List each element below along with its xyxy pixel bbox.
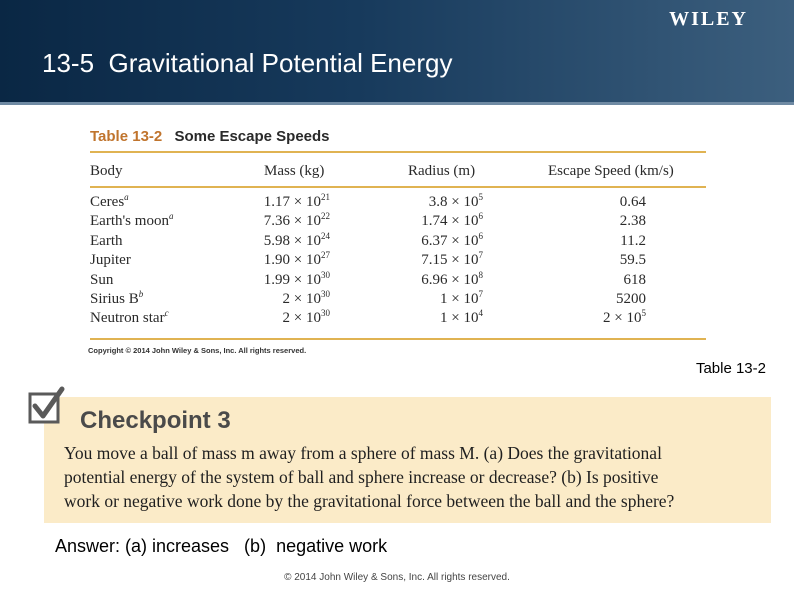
- table-row: [84, 269, 710, 291]
- column-header-escape-speed: Escape Speed (km/s): [548, 163, 674, 179]
- cell-radius-superscript: 8: [478, 269, 483, 280]
- cell-escape-speed: 11.2: [620, 232, 646, 249]
- cell-radius: $1.74 \times 10^6$: [421, 211, 483, 230]
- cell-escape-speed: 0.64: [619, 194, 646, 210]
- cell-mass: $1.17 \times 10^{21}$: [263, 192, 330, 210]
- cell-body: Earth: [90, 232, 123, 249]
- cell-mass: $7.36 \times 10^{22}$: [263, 211, 330, 230]
- cell-escape-speed: 618: [623, 271, 646, 288]
- table-title: Some Escape Speeds: [174, 128, 330, 145]
- checkpoint-line: work or negative work done by the gravitational force between the ball and the sphere?: [64, 491, 675, 511]
- table-top-rule: [90, 151, 706, 153]
- cell-radius-superscript: 4: [478, 308, 483, 319]
- cell-escape-speed: 59.5: [619, 252, 646, 269]
- cell-mass-superscript: 30: [321, 269, 330, 280]
- cell-body: Sun: [90, 271, 114, 288]
- wiley-logo: WILEY: [669, 8, 748, 30]
- cell-radius-superscript: 6: [478, 211, 483, 222]
- cell-mass-superscript: 22: [321, 211, 330, 222]
- answer-text: Answer: (a) increases (b) negative work: [55, 536, 388, 556]
- cell-body: Neutron star$^c$: [90, 308, 169, 327]
- cell-mass: $1.90 \times 10^{27}$: [263, 250, 330, 269]
- column-header-body: Body: [90, 163, 123, 179]
- escape-speed-table: [84, 120, 710, 360]
- table-row: [84, 310, 710, 329]
- cell-body-superscript: c: [164, 308, 169, 319]
- cell-mass-superscript: 30: [321, 288, 330, 299]
- cell-radius: $3.8 \times 10^5$: [428, 192, 483, 210]
- table-body: [84, 194, 710, 330]
- cell-mass-superscript: 30: [321, 308, 330, 319]
- column-header-mass: Mass (kg): [264, 163, 325, 179]
- checkmark-box-icon: [26, 386, 66, 426]
- table-header-rule: [90, 186, 706, 188]
- table-row: [84, 194, 710, 213]
- cell-body-superscript: a: [124, 192, 129, 202]
- table-row: [84, 230, 710, 252]
- slide-header: [0, 0, 794, 105]
- table-row: [84, 288, 710, 310]
- cell-mass: $5.98 \times 10^{24}$: [263, 230, 330, 249]
- cell-radius: $1 \times 10^7$: [440, 288, 483, 307]
- cell-mass: $1.99 \times 10^{30}$: [263, 269, 330, 288]
- checkpoint-title: Checkpoint 3: [80, 407, 231, 434]
- cell-radius: $6.96 \times 10^8$: [421, 269, 483, 288]
- cell-radius: $1 \times 10^4$: [440, 308, 483, 327]
- table-row: [84, 252, 710, 271]
- cell-radius-superscript: 5: [478, 192, 483, 202]
- cell-body-superscript: b: [138, 288, 144, 299]
- cell-body: Sirius B$^b$: [90, 288, 144, 307]
- table-copyright: Copyright © 2014 John Wiley & Sons, Inc. All rights reserved.: [88, 346, 307, 355]
- cell-radius: $7.15 \times 10^7$: [421, 250, 483, 269]
- table-caption: [90, 128, 330, 145]
- cell-body: Earth's moon$^a$: [90, 211, 174, 230]
- cell-mass-superscript: 24: [321, 230, 330, 241]
- cell-body-superscript: a: [168, 211, 174, 222]
- cell-radius-superscript: 7: [478, 288, 483, 299]
- cell-radius: $6.37 \times 10^6$: [421, 230, 483, 249]
- cell-body: Ceres$^a$: [90, 192, 129, 210]
- cell-escape-speed-superscript: 5: [641, 308, 646, 319]
- checkpoint-question: [64, 441, 764, 513]
- cell-mass-superscript: 27: [321, 250, 330, 261]
- checkpoint-line: potential energy of the system of ball and sphere increase or decrease? (b) Is positive: [64, 467, 659, 487]
- header-divider: [0, 102, 794, 105]
- slide-title: 13-5 Gravitational Potential Energy: [42, 48, 453, 78]
- cell-escape-speed: $2 \times 10^5$: [603, 308, 646, 327]
- table-bottom-rule: [90, 338, 706, 340]
- checkpoint-panel: [44, 397, 771, 523]
- cell-mass-superscript: 21: [321, 192, 330, 202]
- cell-mass: $2 \times 10^{30}$: [282, 308, 330, 327]
- table-number: Table 13-2: [90, 128, 163, 145]
- cell-mass: $2 \times 10^{30}$: [282, 288, 330, 307]
- cell-radius-superscript: 6: [478, 230, 483, 241]
- footer-copyright: © 2014 John Wiley & Sons, Inc. All rights reserved.: [284, 572, 510, 583]
- cell-escape-speed: 2.38: [619, 213, 646, 230]
- cell-body: Jupiter: [90, 252, 131, 269]
- table-row: [84, 213, 710, 232]
- column-header-radius: Radius (m): [408, 163, 476, 179]
- table-reference-label: Table 13-2: [695, 360, 766, 377]
- cell-radius-superscript: 7: [478, 250, 483, 261]
- checkpoint-line: You move a ball of mass m away from a sphere of mass M. (a) Does the gravitational: [64, 443, 662, 463]
- cell-escape-speed: 5200: [616, 290, 646, 307]
